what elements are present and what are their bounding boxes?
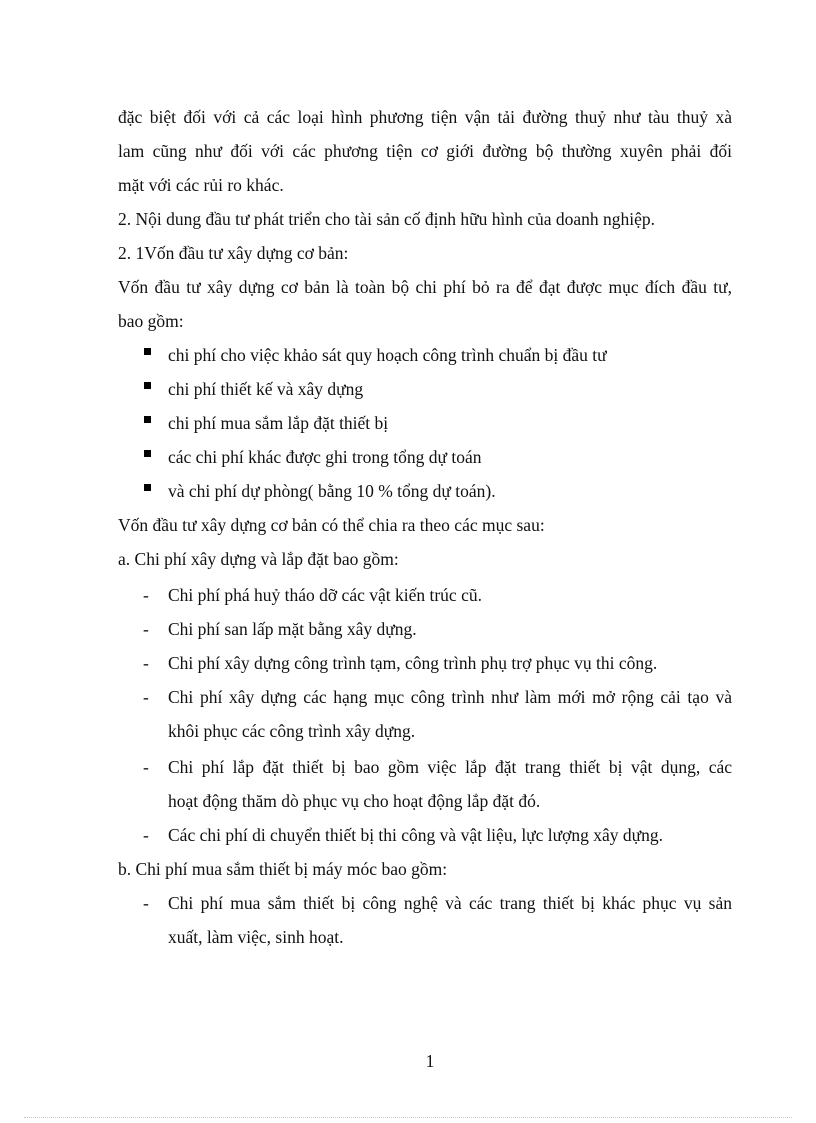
dash-marker: - [143,893,149,913]
dash-text: Chi phí xây dựng các hạng mục công trình như làm mới mở rộng cải tạo và [168,687,732,707]
section-heading: 2. Nội dung đầu tư phát triển cho tài sản cố định hữu hình của doanh nghiệp. [118,209,656,229]
dash-text: Chi phí mua sắm thiết bị công nghệ và các trang thiết bị khác phục vụ sản [168,893,732,913]
intro-line: mặt với các rủi ro khác. [118,175,284,195]
page-bottom-divider [24,1117,792,1118]
categories-intro: Vốn đầu tư xây dựng cơ bản có thể chia ra theo các mục sau: [118,515,545,535]
section-a-title: a. Chi phí xây dựng và lắp đặt bao gồm: [118,549,399,569]
dash-text-continued: hoạt động thăm dò phục vụ cho hoạt động lắp đặt đó. [168,791,541,811]
definition-line: Vốn đầu tư xây dựng cơ bản là toàn bộ chi phí bỏ ra để đạt được mục đích đầu tư, [118,277,732,297]
square-bullet-icon [144,416,151,423]
dash-marker: - [143,619,149,639]
dash-marker: - [143,757,149,777]
dash-marker: - [143,653,149,673]
dash-marker: - [143,825,149,845]
intro-line: đặc biệt đối với cả các loại hình phương tiện vận tải đường thuỷ như tàu thuỷ xà [118,107,732,127]
bullet-text: các chi phí khác được ghi trong tổng dự toán [168,447,482,467]
dash-marker: - [143,687,149,707]
square-bullet-icon [144,348,151,355]
square-bullet-icon [144,484,151,491]
dash-text: Chi phí lắp đặt thiết bị bao gồm việc lắp đặt trang thiết bị vật dụng, các [168,757,732,777]
dash-text: Các chi phí di chuyển thiết bị thi công và vật liệu, lực lượng xây dựng. [168,825,664,845]
square-bullet-icon [144,382,151,389]
bullet-text: và chi phí dự phòng( bằng 10 % tổng dự toán). [168,481,496,501]
page-number: 1 [425,1051,435,1071]
dash-text-continued: xuất, làm việc, sinh hoạt. [168,927,344,947]
dash-marker: - [143,585,149,605]
dash-text-continued: khôi phục các công trình xây dựng. [168,721,416,741]
subsection-heading: 2. 1Vốn đầu tư xây dựng cơ bản: [118,243,349,263]
intro-line: lam cũng như đối với các phương tiện cơ giới đường bộ thường xuyên phải đối [118,141,732,161]
square-bullet-icon [144,450,151,457]
dash-text: Chi phí xây dựng công trình tạm, công trình phụ trợ phục vụ thi công. [168,653,658,673]
bullet-text: chi phí mua sắm lắp đặt thiết bị [168,413,389,433]
bullet-text: chi phí thiết kế và xây dựng [168,379,364,399]
dash-text: Chi phí san lấp mặt bằng xây dựng. [168,619,417,639]
dash-text: Chi phí phá huỷ tháo dỡ các vật kiến trúc cũ. [168,585,482,605]
bullet-text: chi phí cho việc khảo sát quy hoạch công trình chuẩn bị đầu tư [168,345,607,365]
definition-line: bao gồm: [118,311,184,331]
section-b-title: b. Chi phí mua sắm thiết bị máy móc bao gồm: [118,859,448,879]
